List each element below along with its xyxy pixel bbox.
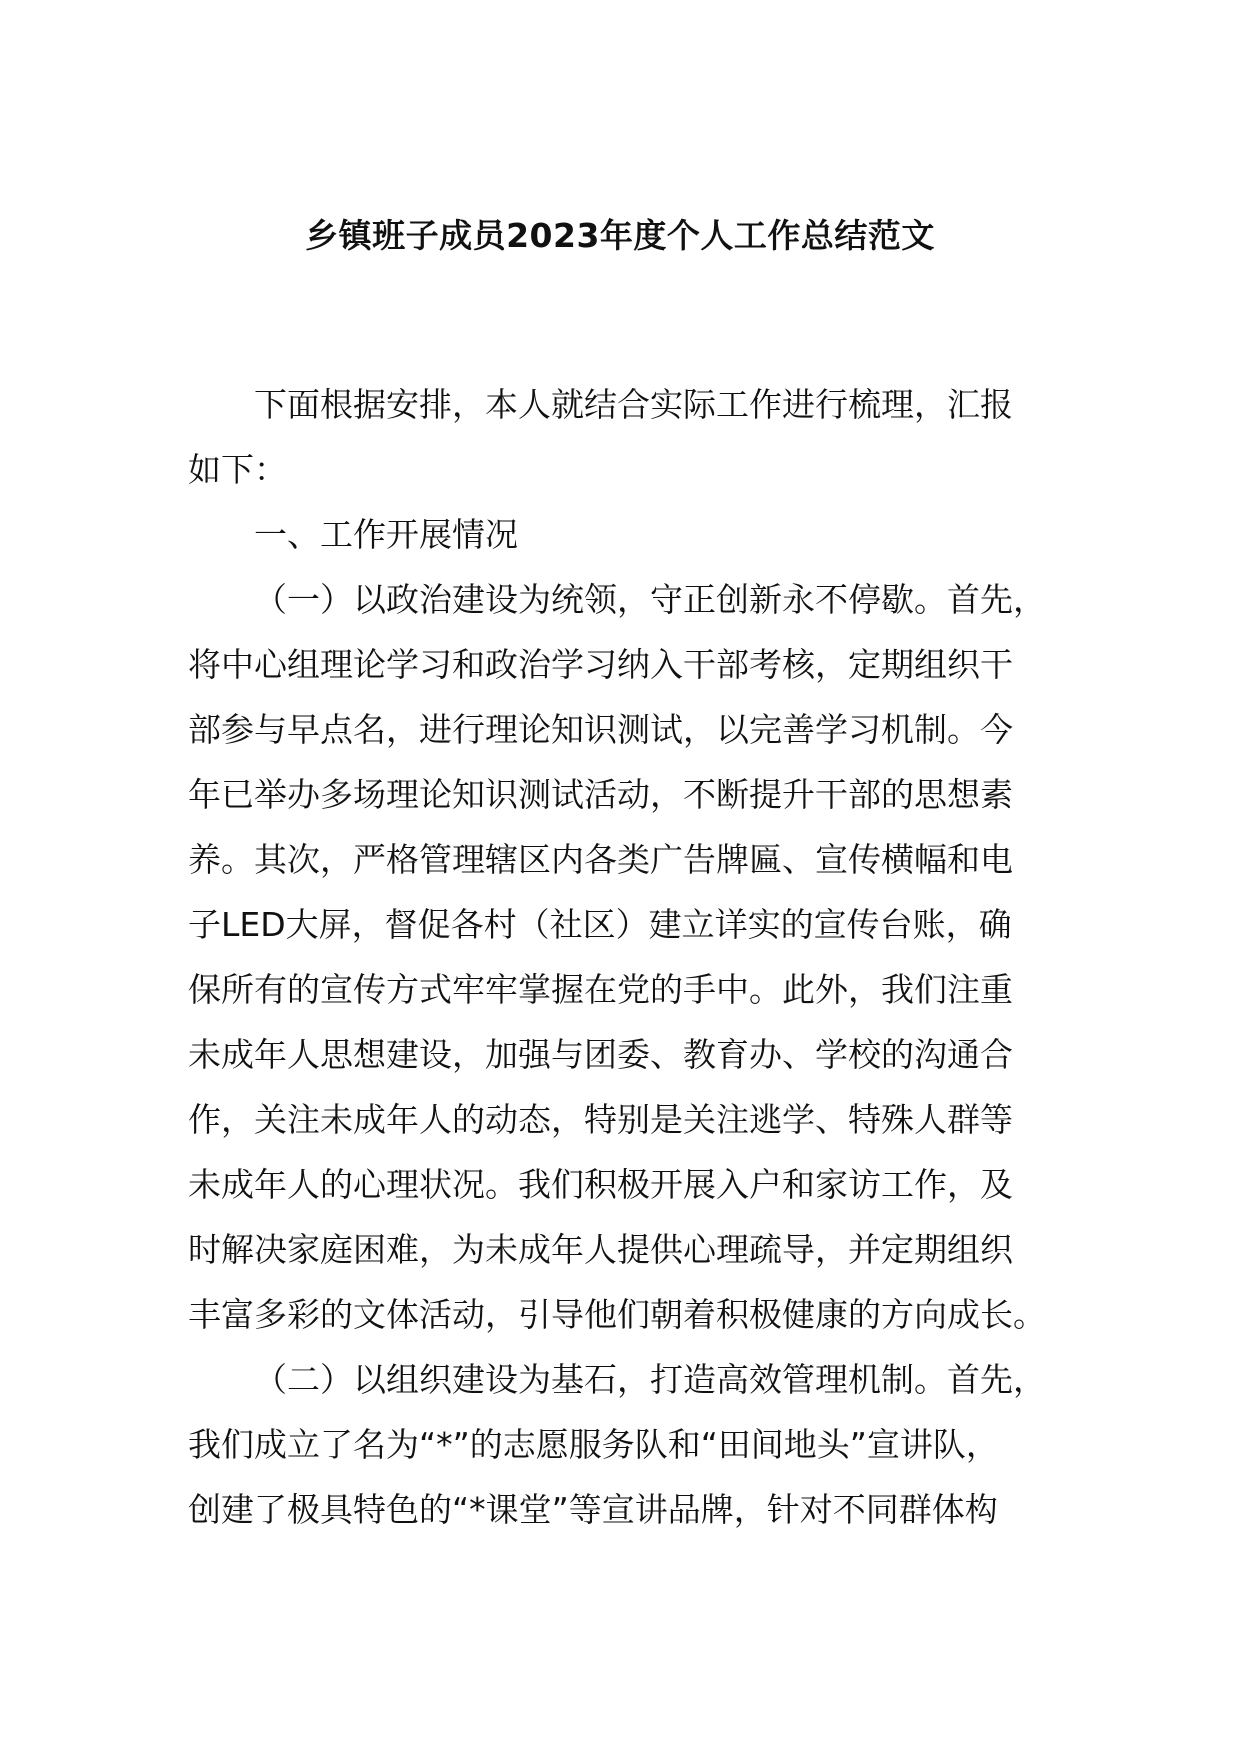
text-line: 养。其次，严格管理辖区内各类广告牌匾、宣传横幅和电	[188, 840, 1013, 879]
text-line: 时解决家庭困难，为未成年人提供心理疏导，并定期组织	[188, 1230, 1013, 1269]
text-line: 年已举办多场理论知识测试活动，不断提升干部的思想素	[188, 775, 1013, 814]
text-line: 部参与早点名，进行理论知识测试，以完善学习机制。今	[188, 710, 1013, 749]
text-line: 我们成立了名为“*”的志愿服务队和“田间地头”宣讲队，	[188, 1425, 999, 1464]
document-title: 乡镇班子成员2023年度个人工作总结范文	[305, 216, 935, 255]
text-line: 创建了极具特色的“*课堂”等宣讲品牌，针对不同群体构	[188, 1490, 998, 1529]
text-line: 将中心组理论学习和政治学习纳入干部考核，定期组织干	[188, 645, 1013, 684]
text-line: 保所有的宣传方式牢牢掌握在党的手中。此外，我们注重	[188, 970, 1013, 1009]
text-line: 一、工作开展情况	[254, 515, 518, 554]
text-line: 如下：	[188, 450, 287, 489]
document-body	[188, 372, 1084, 1542]
text-line: 未成年人思想建设，加强与团委、教育办、学校的沟通合	[188, 1035, 1013, 1074]
text-line: （二）以组织建设为基石，打造高效管理机制。首先，	[254, 1360, 1046, 1399]
text-line: （一）以政治建设为统领，守正创新永不停歇。首先，	[254, 580, 1046, 619]
text-line: 作，关注未成年人的动态，特别是关注逃学、特殊人群等	[188, 1100, 1013, 1139]
text-line: 未成年人的心理状况。我们积极开展入户和家访工作，及	[188, 1165, 1013, 1204]
text-line: 丰富多彩的文体活动，引导他们朝着积极健康的方向成长。	[188, 1295, 1046, 1334]
text-line: 子LED大屏，督促各村（社区）建立详实的宣传台账，确	[188, 905, 1012, 944]
text-line: 下面根据安排，本人就结合实际工作进行梳理，汇报	[254, 385, 1013, 424]
